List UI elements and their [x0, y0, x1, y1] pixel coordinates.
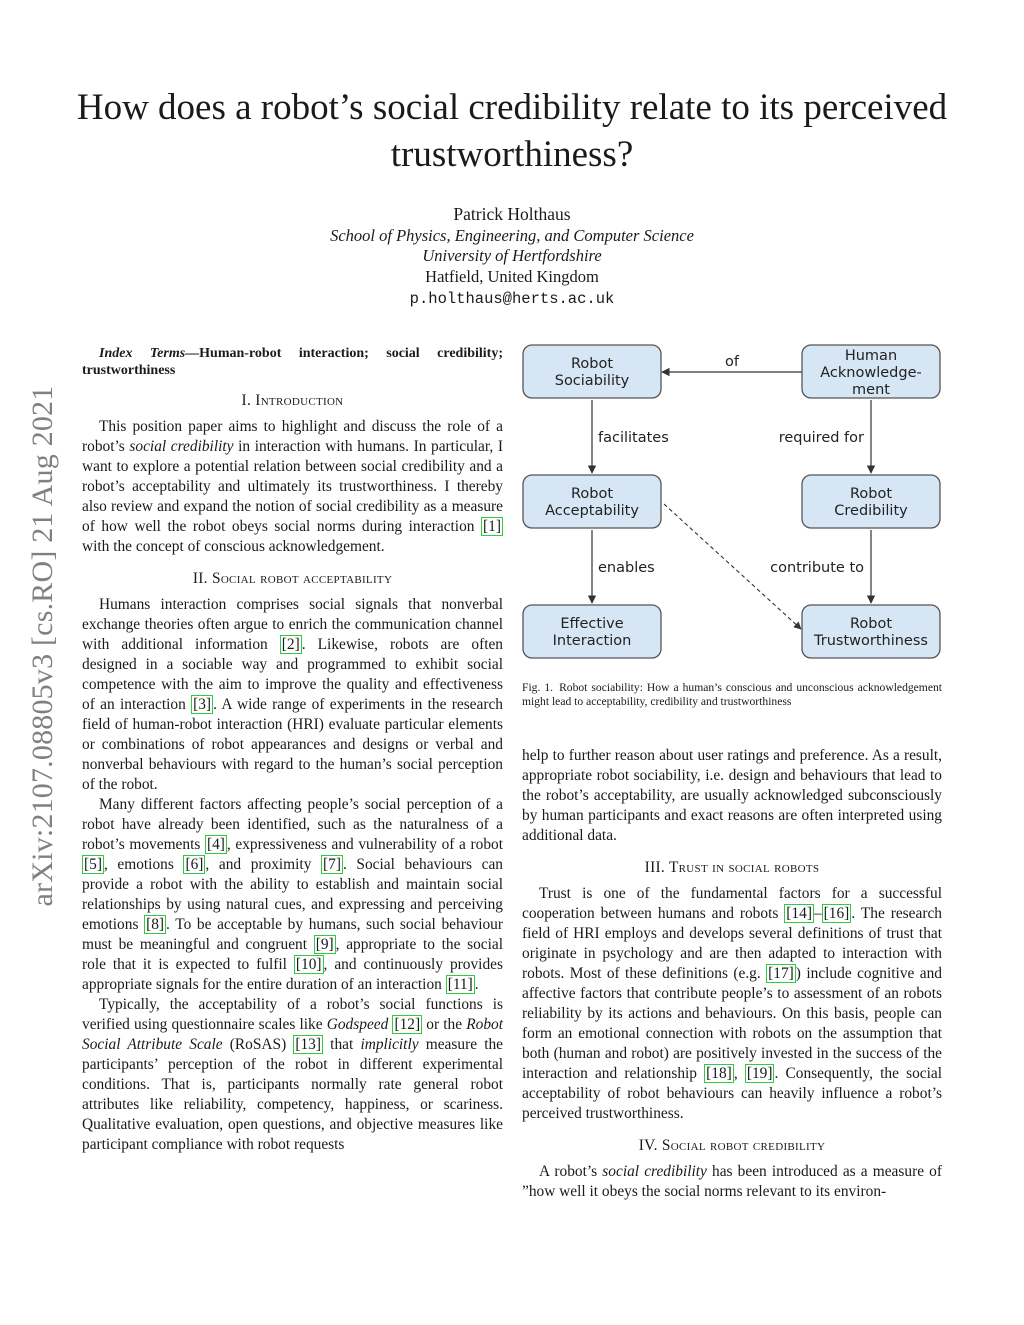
paragraph: Many different factors affecting people’s social perception of a robot have already been identified, such as the naturalness of a robot’s movements [4] , expressiveness and vulnerability of a robot [5] , emotions [6] , and proximity [7] . Social behaviours can provide a robot with the ability to establish and maintain social relationships by using natural cues, and expressing and perceiving emotions [8] . To be acceptable by humans, such social behaviour must be meaningful and congruent [9] , appropriate to the social role that it is expected to fulfil [10] , and continuously provides appropriate signals for the entire duration of an interaction [11] .	[82, 796, 504, 993]
author-block	[212, 204, 812, 310]
citation-link[interactable]: [17]	[768, 965, 794, 982]
right-column	[522, 746, 942, 1202]
paragraph: Trust is one of the fundamental factors for a successful cooperation between humans and robots [14] – [16] . The research field of HRI employs and develops several definitions of trust that originate in psychology and are then adapted to interaction with robots. Most of these definitions (e.g. [17] ) include cognitive and affective factors that contribute people’s to assessment of an robots reliability by its actions and behaviours. On this basis, people can form an emotional connection with robots on the assumption that both (human and robot) are positively invested in the success of the interaction and relationship [18] , [19] . Consequently, the social acceptability of robot behaviours can heavily influence a robot’s perceived trustworthiness.	[522, 885, 942, 1122]
index-terms-label: Index Terms	[99, 346, 186, 361]
citation-link[interactable]: [1]	[483, 518, 501, 535]
edge-label-required-for: required for	[778, 430, 864, 446]
svg-text:Acknowledge-: Acknowledge-	[820, 365, 922, 381]
citation-link[interactable]: [10]	[295, 956, 322, 973]
citation-link[interactable]: [14]	[786, 905, 812, 922]
citation-link[interactable]: [4]	[206, 836, 225, 853]
svg-text:Robot: Robot	[849, 616, 893, 632]
paragraph: Humans interaction comprises social signals that nonverbal exchange theories often argue to enrich the communication channel with additional information [2] . Likewise, robots are often designed in a sociable way and programmed to exhibit social competence with the aim to improve the quality and effectiveness of an interaction [3] . A wide range of experiments in the research field of human-robot interaction (HRI) evaluate particular elements or combinations of robot appearances and designs or verbal and nonverbal behaviours with regard to the human’s social perception of the robot.	[82, 596, 504, 793]
author-email: p.holthaus@herts.ac.uk	[409, 290, 615, 308]
figure-caption	[522, 681, 942, 709]
svg-text:Effective: Effective	[560, 616, 624, 632]
citation-link[interactable]: [19]	[746, 1065, 773, 1082]
svg-text:Robot: Robot	[570, 356, 614, 372]
figure-label: Fig. 1.	[522, 681, 554, 694]
arxiv-sidebar-stamp	[22, 350, 64, 942]
svg-text:Sociability: Sociability	[554, 373, 630, 389]
paragraph: A robot’s social credibility has been introduced as a measure of ”how well it obeys the social norms relevant to its environ-	[522, 1163, 942, 1200]
node-robot-acceptability	[523, 475, 661, 528]
arxiv-identifier: arXiv:2107.08805v3 [cs.RO] 21 Aug 2021	[26, 385, 59, 907]
edge-label-of: of	[725, 354, 739, 370]
paper-title: How does a robot’s social credibility relate to its perceived trustworthiness?	[76, 87, 948, 175]
author-university: University of Hertfordshire	[422, 246, 602, 265]
left-column	[82, 345, 503, 1155]
node-robot-credibility	[802, 475, 940, 528]
section-heading-credibility: IV. Social robot credibility	[638, 1137, 826, 1154]
section-heading-introduction: I. Introduction	[241, 392, 344, 409]
citation-link[interactable]: [3]	[193, 696, 212, 713]
svg-text:Acceptability: Acceptability	[545, 503, 639, 519]
node-robot-trustworthiness	[802, 605, 940, 658]
svg-text:Robot: Robot	[849, 486, 893, 502]
node-effective-interaction	[523, 605, 661, 658]
citation-link[interactable]: [18]	[706, 1065, 732, 1082]
author-name: Patrick Holthaus	[453, 204, 571, 224]
paragraph-continuation: help to further reason about user ratings and preference. As a result, appropriate robot sociability, i.e. design and behaviours that lead to the robot’s acceptability, are usually acknowledged subconsciously by human participants and exact reasons are often interpreted using additional data.	[522, 747, 942, 844]
edge-label-enables: enables	[598, 560, 655, 576]
svg-text:Interaction: Interaction	[552, 633, 632, 649]
svg-text:Credibility: Credibility	[834, 503, 908, 519]
citation-link[interactable]: [11]	[447, 976, 473, 993]
citation-link[interactable]: [16]	[823, 905, 850, 922]
author-department: School of Physics, Engineering, and Computer Science	[330, 225, 694, 245]
section-heading-acceptability: II. Social robot acceptability	[192, 570, 393, 587]
figure-diagram	[520, 336, 944, 666]
citation-link[interactable]: [6]	[185, 856, 204, 873]
citation-link[interactable]: [9]	[315, 936, 334, 953]
svg-text:Human: Human	[844, 348, 898, 364]
edge-label-contribute-to: contribute to	[770, 560, 864, 576]
node-human-acknowledgement	[802, 345, 940, 398]
edge-label-facilitates: facilitates	[598, 430, 669, 446]
citation-link[interactable]: [8]	[146, 916, 165, 933]
paragraph: This position paper aims to highlight and discuss the role of a robot’s social credibility in interaction with humans. In particular, I want to explore a potential relation between social credibility and a robot’s acceptability and ultimately its trustworthiness. I thereby also review and expand the notion of social credibility as a measure of how well the robot obeys social norms during interaction [1] with the concept of conscious acknowledgement.	[82, 418, 503, 555]
citation-link[interactable]: [13]	[295, 1036, 322, 1053]
citation-link[interactable]: [12]	[394, 1016, 421, 1033]
citation-link[interactable]: [5]	[84, 856, 102, 873]
citation-link[interactable]: [7]	[323, 856, 341, 873]
citation-link[interactable]: [2]	[281, 636, 300, 653]
node-robot-sociability	[523, 345, 661, 398]
svg-text:ment: ment	[852, 382, 890, 398]
index-terms-text: —Human-robot interaction; social credibility; trustworthiness	[82, 346, 503, 378]
svg-text:Robot: Robot	[570, 486, 614, 502]
author-location: Hatfield, United Kingdom	[425, 266, 599, 286]
paragraph: Typically, the acceptability of a robot’s social functions is verified using questionnaire scales like Godspeed [12] or the Robot Social Attribute Scale (RoSAS) [13] that implicitly measure the participants’ perception of the robot in different experimental conditions. That is, participants normally rate general robot attributes like reliability, competency, happiness, or scariness. Qualitative evaluation, open questions, and objective measures like participant compliance with robot requests	[82, 996, 504, 1153]
index-terms	[82, 345, 503, 379]
svg-text:Trustworthiness: Trustworthiness	[814, 633, 928, 649]
section-heading-trust: III. Trust in social robots	[644, 859, 820, 876]
figure-caption-text: Robot sociability: How a human’s conscious and unconscious acknowledgement might lead to acceptability, credibility and trustworthiness	[522, 681, 942, 708]
